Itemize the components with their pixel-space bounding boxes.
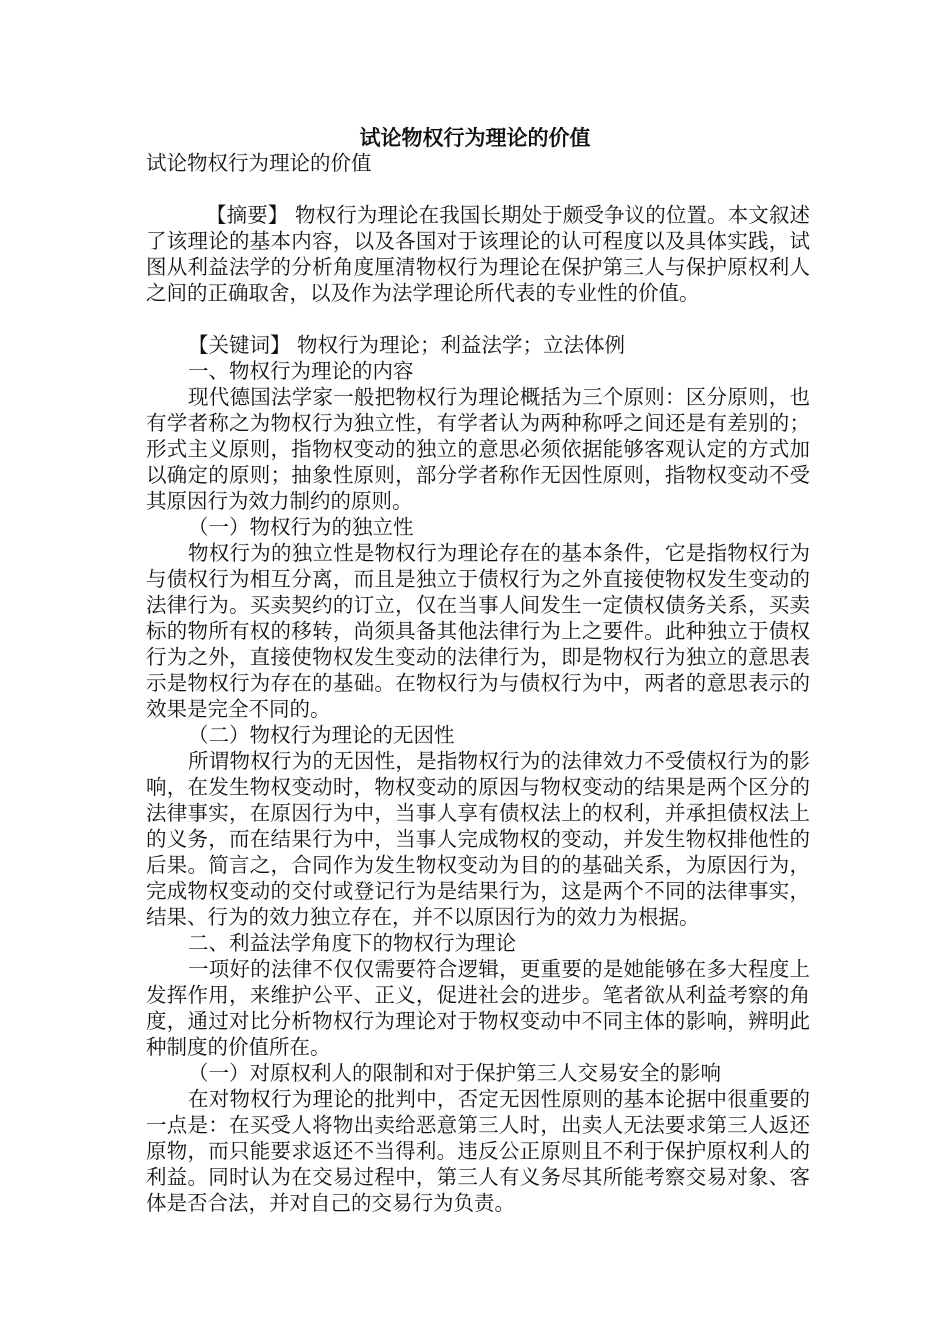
document-subtitle: 试论物权行为理论的价值 (146, 151, 372, 175)
body-paragraph: 在对物权行为理论的批判中，否定无因性原则的基本论据中很重要的一点是：在买受人将物出卖给恶意第三人时，出卖人无法要求第三人返还原物，而只能要求返还不当得利。违反公正原则且不利于保护原权利人的利益。同时认为在交易过程中，第三人有义务尽其所能考察交易对象、客体是否合法，并对自己的交易行为负责。 (146, 1087, 810, 1215)
blank-line (146, 306, 810, 332)
subsection-heading: （一）对原权利人的限制和对于保护第三人交易安全的影响 (188, 1061, 721, 1085)
body-paragraph: 现代德国法学家一般把物权行为理论概括为三个原则：区分原则，也有学者称之为物权行为独立性，有学者认为两种称呼之间还是有差别的；形式主义原则，指物权变动的独立的意思必须依据能够客观认定的方式加以确定的原则；抽象性原则，部分学者称作无因性原则，指物权变动不受其原因行为效力制约的原则。 (146, 385, 810, 513)
document-title: 试论物权行为理论的价值 (359, 125, 591, 150)
body-paragraph: 物权行为的独立性是物权行为理论存在的基本条件，它是指物权行为与债权行为相互分离，而且是独立于债权行为之外直接使物权发生变动的法律行为。买卖契约的订立，仅在当事人间发生一定债权债务关系，买卖标的物所有权的移转，尚须具备其他法律行为上之要件。此种独立于债权行为之外，直接使物权发生变动的法律行为，即是物权行为独立的意思表示是物权行为存在的基础。在物权行为与债权行为中，两者的意思表示的效果是完全不同的。 (146, 541, 810, 721)
keywords-line: 【关键词】 物权行为理论；利益法学；立法体例 (188, 333, 626, 357)
body-paragraph: 一项好的法律不仅仅需要符合逻辑，更重要的是她能够在多大程度上发挥作用，来维护公平、正义，促进社会的进步。笔者欲从利益考察的角度，通过对比分析物权行为理论对于物权变动中不同主体的影响，辨明此种制度的价值所在。 (146, 957, 810, 1059)
subsection-heading: （二）物权行为理论的无因性 (188, 723, 455, 747)
abstract-paragraph: 【摘要】 物权行为理论在我国长期处于颇受争议的位置。本文叙述了该理论的基本内容，以及各国对于该理论的认可程度以及具体实践，试图从利益法学的分析角度厘清物权行为理论在保护第三人与保护原权利人之间的正确取舍，以及作为法学理论所代表的专业性的价值。 (146, 203, 810, 305)
section-heading: 一、物权行为理论的内容 (188, 359, 414, 383)
blank-line (146, 176, 810, 202)
subsection-heading: （一）物权行为的独立性 (188, 515, 414, 539)
section-heading: 二、利益法学角度下的物权行为理论 (188, 931, 516, 955)
document-body (146, 150, 810, 1216)
body-paragraph: 所谓物权行为的无因性，是指物权行为的法律效力不受债权行为的影响，在发生物权变动时，物权变动的原因与物权变动的结果是两个区分的法律事实，在原因行为中，当事人享有债权法上的权利，并承担债权法上的义务，而在结果行为中，当事人完成物权的变动，并发生物权排他性的后果。简言之，合同作为发生物权变动为目的的基础关系，为原因行为，完成物权变动的交付或登记行为是结果行为，这是两个不同的法律事实，结果、行为的效力独立存在，并不以原因行为的效力为根据。 (146, 749, 810, 929)
